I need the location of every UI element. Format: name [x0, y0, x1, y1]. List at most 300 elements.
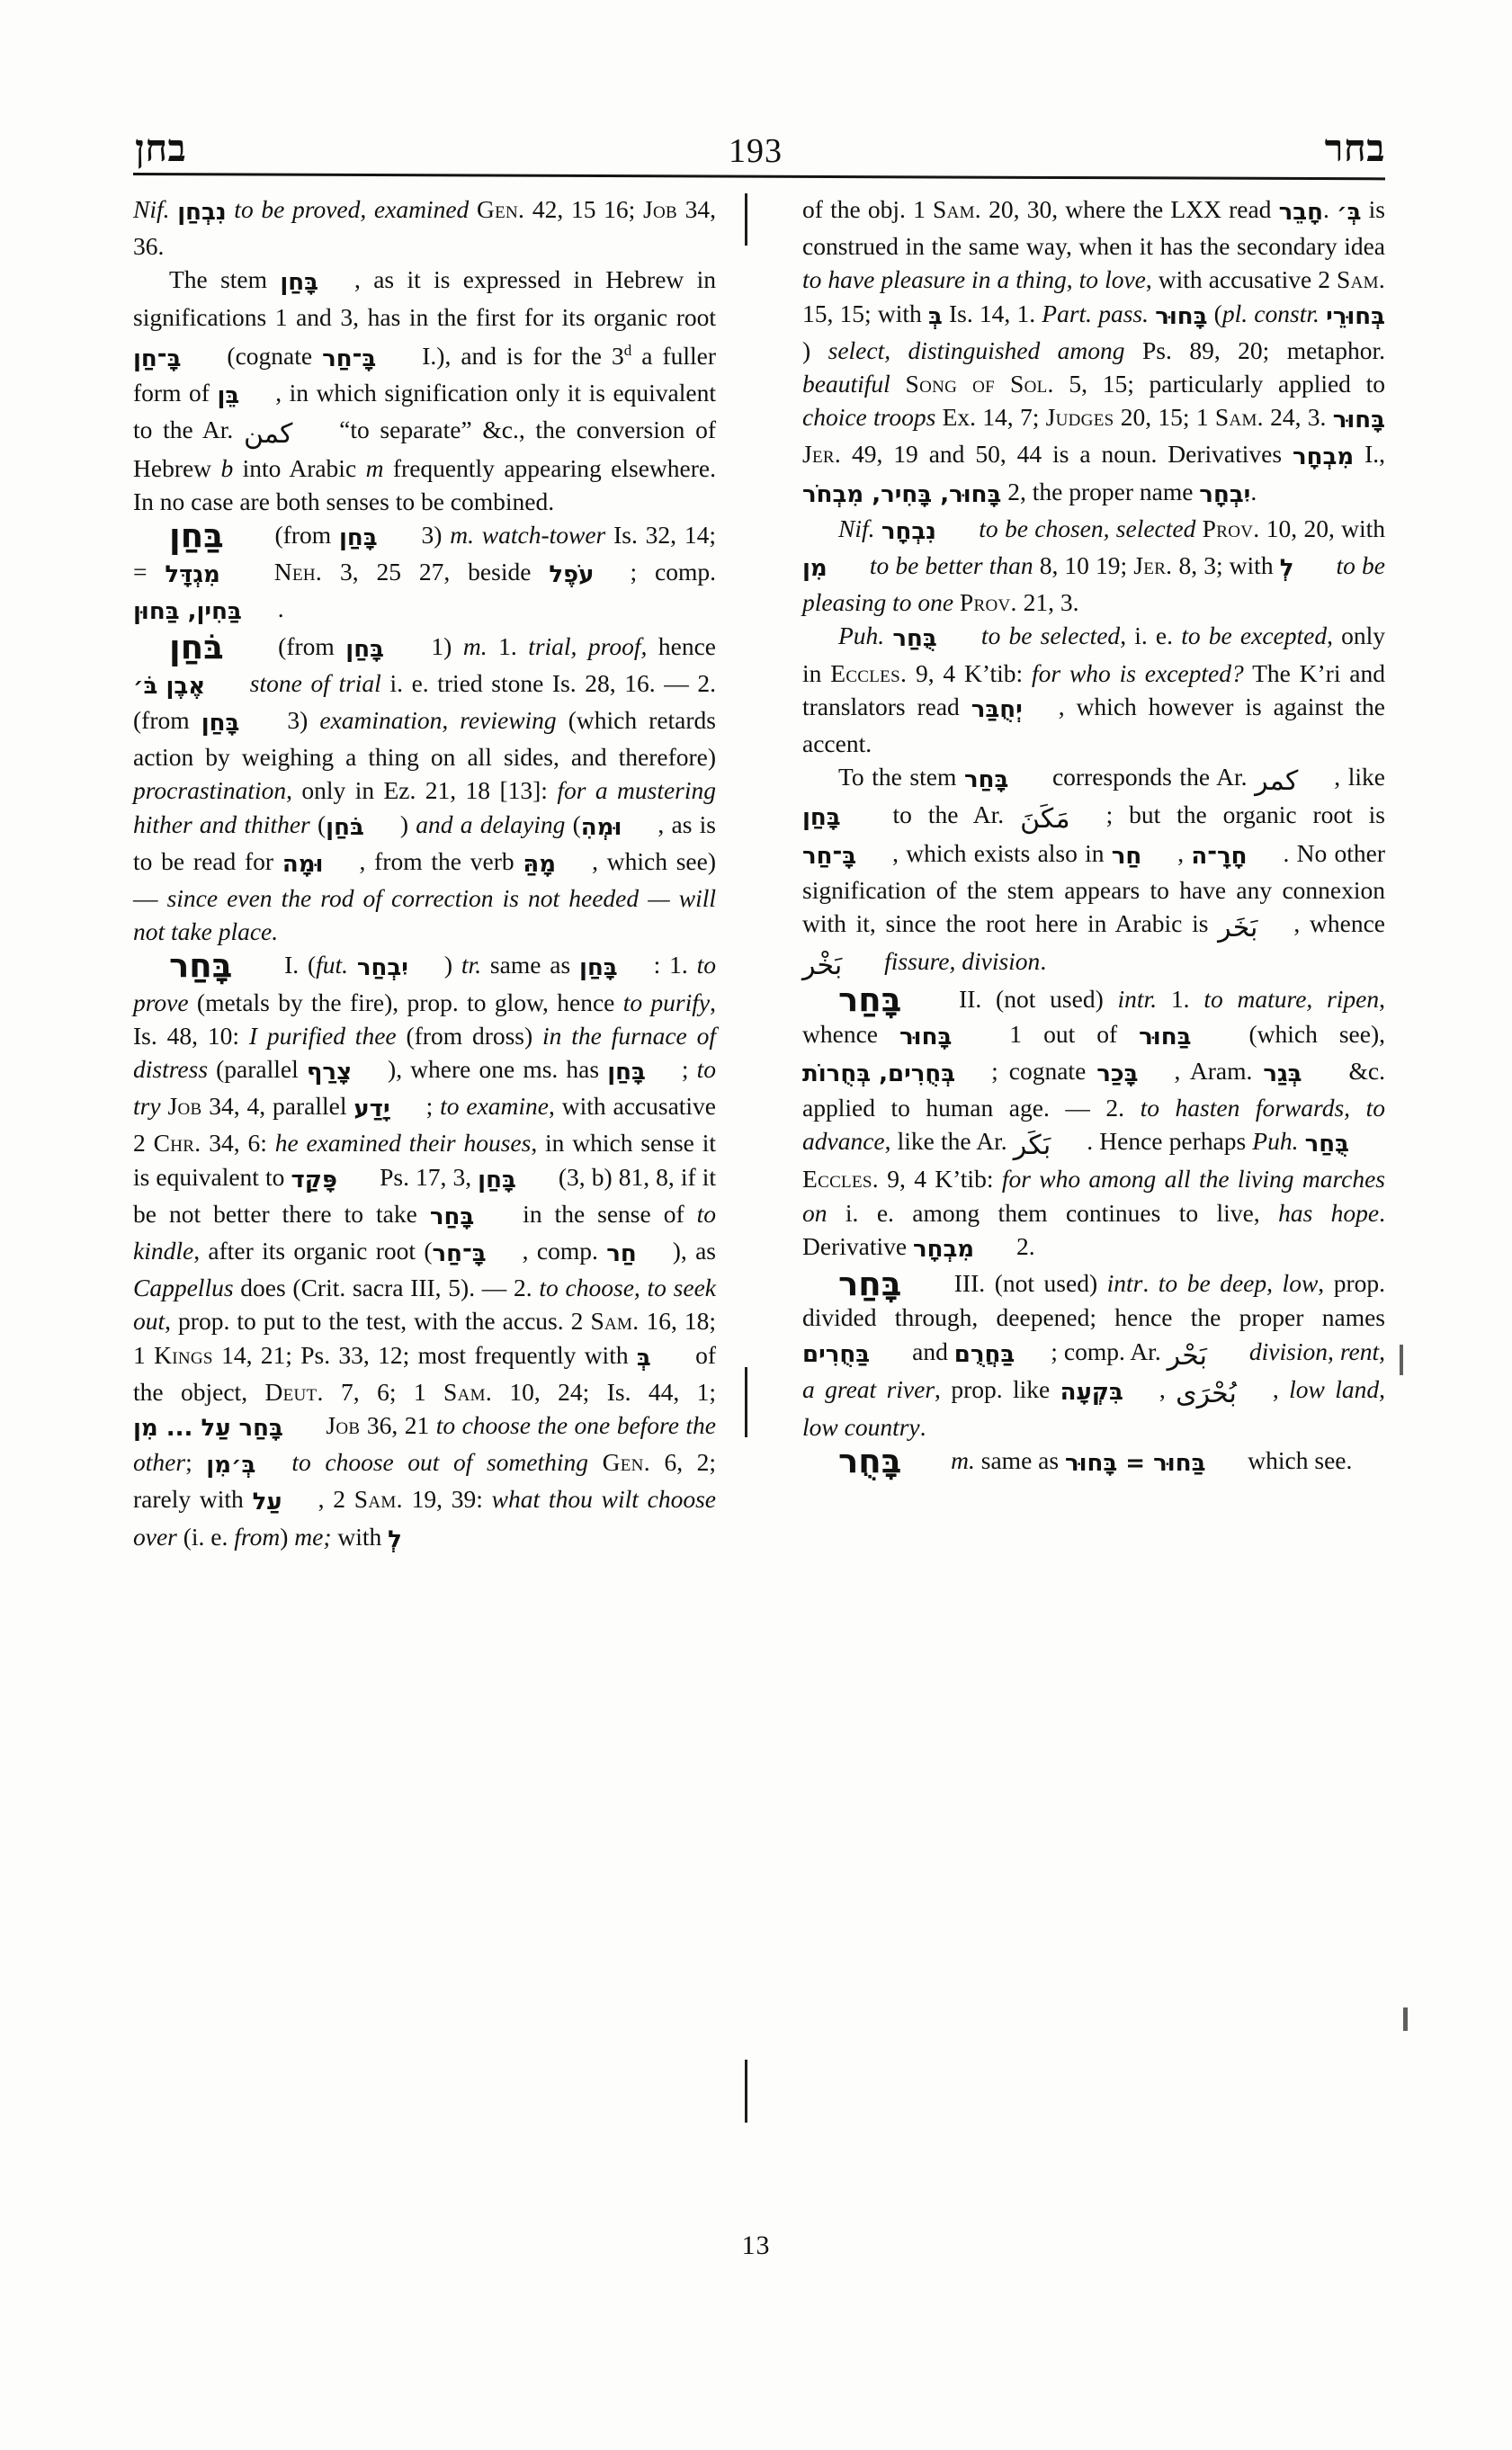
body-text: same as: [974, 1446, 1065, 1475]
gloss-text: to choose out of something: [291, 1448, 589, 1477]
hebrew-word: בָּחוּר, בָּחִיר, מִבְחֹר: [802, 480, 1002, 508]
body-text: (from: [266, 631, 346, 660]
body-text: 24, 3.: [1263, 403, 1333, 432]
hebrew-word: יִבְחַר: [356, 954, 408, 982]
body-text: ): [399, 809, 416, 838]
gloss-text: to kindle: [133, 1199, 716, 1265]
gloss-text: stone of trial: [241, 668, 381, 697]
body-text: .: [1142, 1269, 1159, 1298]
body-text: ; comp. Ar.: [1051, 1337, 1168, 1365]
gloss-text: to be selected: [972, 621, 1121, 650]
gloss-text: procrastination: [133, 776, 287, 805]
hebrew-word: מִגְדָּל: [165, 561, 220, 589]
body-text: The stem: [169, 265, 281, 294]
body-text: ; cognate: [991, 1056, 1097, 1085]
hebrew-word: בֹּחַן: [169, 627, 224, 666]
bible-reference: Deut.: [264, 1377, 324, 1406]
body-text: 8, 10 19;: [1033, 551, 1134, 580]
body-text: ,: [1177, 838, 1192, 867]
gloss-text: Puh.: [1252, 1127, 1299, 1156]
gloss-text: m. watch-tower: [450, 520, 606, 549]
body-text: , with accusative 2: [133, 1092, 717, 1158]
gloss-text: to purify: [622, 988, 711, 1016]
body-text: [875, 514, 881, 542]
body-text: Ps. 89, 20; metaphor.: [1124, 335, 1385, 364]
body-text: is construed in the same way, when it has the secondary idea: [802, 195, 1385, 261]
gloss-text: pl. constr.: [1221, 299, 1320, 327]
body-text: [588, 1448, 603, 1476]
body-text: 2, the proper name: [1001, 477, 1200, 505]
body-text: , which however is against the accent.: [802, 692, 1386, 758]
body-text: 49, 19 and 50, 44 is a noun. Derivatives: [841, 440, 1293, 469]
paragraph-nif-bachan: [133, 192, 716, 263]
sheet-signature: 13: [741, 2231, 771, 2260]
gloss-text: fissure, division: [884, 947, 1041, 976]
gloss-text: I purified thee: [248, 1021, 397, 1050]
body-text: ,: [1159, 1374, 1176, 1403]
paragraph-puh-bachar: [802, 619, 1385, 760]
gloss-text: division, rent, a great river: [802, 1337, 1385, 1403]
gloss-text: to be proved, examined: [226, 195, 477, 223]
gloss-text: fut.: [316, 951, 349, 979]
hebrew-word: בֻּחַר: [892, 625, 937, 653]
body-text: same as: [481, 951, 580, 979]
body-text: ;: [681, 1055, 697, 1084]
hebrew-word: יְחֻבַּר: [971, 695, 1023, 723]
hebrew-word: בִּקְעָה: [1060, 1378, 1123, 1406]
hebrew-word: וּמְהִ: [580, 813, 622, 841]
hebrew-word: עַל: [252, 1489, 282, 1516]
body-text: 19, 39:: [402, 1485, 492, 1514]
hebrew-word: בָּחַן: [345, 635, 384, 663]
arabic-word: بَخَر: [1218, 912, 1258, 944]
body-text: 10, 24; Is. 44, 1;: [492, 1377, 717, 1406]
body-text: 3, 25 27, beside: [322, 558, 550, 586]
body-text: Ps. 17, 3,: [373, 1162, 479, 1191]
hebrew-word: בָּכַר: [1096, 1060, 1139, 1087]
paragraph-stem-discussion: [133, 263, 716, 518]
running-head: [135, 103, 1385, 168]
body-text: into Arabic: [233, 453, 366, 482]
body-text: (cognate: [217, 341, 323, 370]
body-text: III. (not used): [944, 1269, 1107, 1298]
body-text: , in which sense it is equivalent to: [133, 1129, 716, 1191]
hebrew-word: בְּ׳מִן: [206, 1452, 256, 1480]
body-text: 1 out of: [988, 1019, 1140, 1048]
body-text: , only in: [802, 621, 1386, 687]
body-text: .: [277, 595, 284, 623]
body-text: , prop. divided through, deepened; hence the proper names: [802, 1269, 1385, 1332]
body-text: . Derivative: [802, 1198, 1385, 1260]
gloss-text: Nif.: [838, 514, 875, 542]
body-text: Is. 32, 14; =: [133, 520, 716, 586]
bible-reference: Eccles.: [830, 658, 908, 687]
body-text: does (Crit. sacra III, 5). — 2.: [233, 1274, 540, 1302]
body-text: Ex. 14, 7;: [935, 403, 1046, 432]
hebrew-word: יָדַע: [353, 1095, 390, 1123]
gloss-text: to choose, to seek out: [133, 1274, 716, 1336]
body-text: (from: [266, 520, 339, 549]
hebrew-word: בָּחַר: [169, 946, 233, 986]
gloss-text: me;: [294, 1522, 332, 1551]
hebrew-word: בָּחוּר: [1332, 407, 1385, 434]
gloss-text: for a mustering hither and thither: [133, 776, 717, 838]
body-text: ; but the organic root is: [1105, 800, 1385, 829]
body-text: 7, 6; 1: [323, 1377, 444, 1406]
paragraph-nif-bachar: [802, 512, 1385, 620]
body-text: [170, 195, 178, 223]
body-text: ;: [185, 1448, 207, 1477]
hebrew-word: בָּחֻר: [838, 1442, 902, 1481]
header-rule: [133, 173, 1385, 180]
bible-reference: Job: [326, 1411, 361, 1440]
gloss-text: select, distinguished among: [828, 335, 1125, 364]
hebrew-word: בָּחוּר: [1155, 302, 1208, 330]
body-text: 5, 15; particularly applied to: [1053, 370, 1386, 398]
body-text: 20, 30, where the LXX read: [980, 195, 1279, 223]
hebrew-word: חַר: [1111, 842, 1142, 870]
body-text: 34, 36.: [133, 195, 717, 261]
body-text: (: [1207, 299, 1222, 327]
hebrew-word: מִבְחָר: [912, 1235, 975, 1263]
bible-reference: Chr.: [153, 1129, 201, 1158]
gloss-text: trial, proof,: [528, 631, 648, 660]
column-container: [133, 192, 1385, 2225]
hebrew-word: בָּחַר עַל ... מִן: [133, 1415, 283, 1443]
gloss-text: m.: [462, 631, 488, 660]
arabic-word: بَحْر: [1167, 1339, 1207, 1372]
hebrew-word: לְ: [1279, 555, 1294, 583]
body-text: , comp.: [522, 1237, 607, 1265]
arabic-word: كمن: [243, 418, 293, 451]
arabic-word: بَخْر: [802, 950, 843, 982]
body-text: [1329, 551, 1336, 579]
hebrew-word: בֵּן: [217, 382, 240, 410]
bible-reference: Prov.: [1202, 514, 1260, 542]
paragraph-obj-continuation: [802, 192, 1385, 512]
gloss-text: to mature, ripen: [1203, 985, 1380, 1014]
bible-reference: Sam.: [353, 1485, 403, 1514]
body-text: [1149, 300, 1155, 327]
hebrew-word: פָּקַד: [291, 1166, 338, 1194]
body-text: [1298, 1127, 1304, 1155]
bible-reference: Prov.: [959, 588, 1017, 617]
body-text: , prop. like: [935, 1374, 1060, 1403]
hebrew-word: בְּחוּרֵי: [1326, 302, 1386, 330]
gloss-text: b: [220, 453, 234, 482]
body-text: 20, 15; 1: [1114, 403, 1215, 432]
body-text: 15, 15; with: [802, 299, 928, 327]
body-text: (: [309, 809, 327, 838]
body-text: , whence: [1293, 909, 1385, 938]
body-text: a fuller form of: [133, 341, 716, 407]
body-text: 1.: [487, 631, 529, 660]
body-text: (i. e.: [176, 1522, 235, 1551]
gloss-text: tr.: [461, 951, 482, 979]
body-text: 1.: [1157, 985, 1204, 1014]
bible-reference: Sam.: [1337, 265, 1385, 294]
body-text: [890, 370, 906, 398]
hebrew-word: בָּחַן: [280, 269, 319, 297]
body-text: , which see) —: [133, 846, 716, 913]
body-text: in the sense of: [510, 1199, 697, 1228]
body-text: 14, 21; Ps. 33, 12; most frequently with: [212, 1340, 637, 1369]
body-text: 10, 20, with: [1259, 514, 1386, 542]
hebrew-word: בֻּחַר: [1304, 1131, 1349, 1158]
hebrew-word: בָּחוּר: [899, 1023, 953, 1051]
bible-reference: Sam.: [1214, 403, 1264, 432]
gloss-text: m: [365, 453, 384, 482]
paragraph-bechar-noun: [802, 1444, 1385, 1480]
column-separator-bottom: [745, 2060, 747, 2123]
body-text: . Hence perhaps: [1087, 1127, 1253, 1156]
gloss-text: Cappellus: [133, 1274, 234, 1302]
body-text: II. (not used): [944, 985, 1118, 1014]
hebrew-word: בָּחַן: [607, 1059, 646, 1086]
bible-reference: Jer.: [802, 440, 842, 469]
hebrew-word: חָרָ־ה: [1191, 842, 1248, 870]
hebrew-word: חָבֵר: [1278, 199, 1323, 226]
hebrew-word: מָהַּ: [523, 850, 557, 878]
body-text: [953, 588, 960, 616]
hebrew-word: נִבְחָר: [881, 517, 936, 545]
hebrew-word: בַּחוּר: [1139, 1023, 1192, 1051]
paragraph-stem-bachar-ar: [802, 760, 1385, 982]
body-text: d: [623, 341, 632, 359]
running-head-left-headword: בחן: [135, 129, 187, 170]
body-text: ): [280, 1522, 295, 1551]
body-text: ,: [1272, 1374, 1290, 1403]
body-text: , with accusative 2: [1145, 265, 1338, 294]
hebrew-word: בַּחִין, בַּחוּן: [133, 598, 242, 626]
hebrew-word: בְּ: [927, 302, 943, 330]
bible-reference: Job: [167, 1092, 202, 1121]
body-text: [863, 551, 870, 579]
gloss-text: for who is excepted?: [1032, 658, 1244, 687]
scan-speck-1: [1400, 1345, 1403, 1375]
bible-reference: Gen.: [476, 195, 525, 223]
body-text: 34, 4, parallel: [201, 1092, 354, 1121]
column-separator-top: [745, 193, 747, 246]
gloss-text: to try: [133, 1055, 716, 1121]
body-text: (metals by the fire), prop. to glow, hence: [188, 988, 623, 1016]
gloss-text: what thou wilt choose over: [133, 1485, 717, 1551]
body-text: , as is to be read for: [133, 809, 716, 875]
bible-reference: Eccles.: [802, 1165, 879, 1194]
bible-reference: Sam.: [590, 1307, 640, 1336]
body-text: , i. e.: [1120, 621, 1182, 650]
body-text: i. e. tried stone Is. 28, 16. — 2. (from: [133, 668, 716, 734]
bible-reference: Neh.: [273, 558, 323, 586]
body-text: which see.: [1241, 1446, 1353, 1475]
body-text: of the object,: [133, 1340, 716, 1406]
gloss-text: to have pleasure in a thing: [802, 265, 1067, 294]
body-text: [256, 558, 274, 586]
hebrew-word: בְּחֻרִים, בְּחֻרוֹת: [802, 1060, 956, 1087]
body-text: ), as: [672, 1237, 716, 1265]
body-text: Is. 14, 1.: [942, 299, 1042, 327]
gloss-text: has hope: [1278, 1198, 1380, 1227]
gloss-text: to choose the one before the other: [133, 1411, 717, 1477]
body-text: The K’ri and translators read: [802, 658, 1386, 720]
body-text: (which retards action by weighing a thing on all sides, and therefore): [133, 706, 716, 772]
bible-reference: Kings: [154, 1340, 213, 1369]
gloss-text: beautiful: [802, 370, 890, 398]
gloss-text: from: [234, 1522, 281, 1551]
hebrew-word: יִבְחָר: [1199, 480, 1251, 508]
body-text: , like the Ar.: [884, 1127, 1014, 1156]
body-text: and: [906, 1337, 954, 1365]
body-text: ): [443, 951, 461, 979]
gloss-text: examination, reviewing: [319, 706, 557, 734]
body-text: [884, 621, 892, 649]
gloss-text: Puh.: [838, 621, 885, 650]
gloss-text: to be chosen, selected: [971, 514, 1196, 542]
arabic-word: كمر: [1255, 765, 1299, 798]
body-text: .: [919, 1412, 926, 1441]
hebrew-word: בַּחֲרֻם: [953, 1340, 1015, 1368]
hebrew-word: מִבְחָר: [1292, 443, 1355, 471]
body-text: (parallel: [208, 1055, 307, 1084]
right-column: [802, 192, 1385, 2225]
body-text: , as it is expressed in Hebrew in significations 1 and 3, has in the first for its organic root: [133, 265, 716, 331]
paragraph-bachar-II: [802, 982, 1385, 1266]
body-text: I.), and is for the 3: [412, 341, 624, 370]
hebrew-word: בְּגַר: [1263, 1060, 1302, 1087]
gloss-text: Nif.: [133, 195, 170, 223]
hebrew-word: בָּחַן: [201, 710, 240, 737]
hebrew-word: בָּחַר: [838, 1265, 902, 1304]
body-text: 42, 15 16;: [524, 195, 643, 223]
hebrew-word: בֹּחַן: [326, 813, 364, 841]
body-text: ; comp.: [630, 558, 716, 586]
hebrew-word: בַּחוּר = בָּחוּר: [1064, 1450, 1206, 1478]
body-text: [1195, 514, 1202, 542]
body-text: , 2: [318, 1485, 354, 1514]
body-text: &c. applied to human age. — 2.: [802, 1056, 1385, 1122]
bible-reference: Sam.: [443, 1377, 492, 1406]
gloss-text: in the furnace of distress: [133, 1021, 716, 1084]
arabic-word: مَكَنَ: [1020, 803, 1070, 836]
body-text: , prop. to put to the test, with the accus. 2: [165, 1307, 591, 1336]
hebrew-word: בָּחַן: [802, 804, 841, 832]
body-text: 2.: [1010, 1231, 1035, 1260]
arabic-word: بُحْرَى: [1176, 1377, 1237, 1409]
gloss-text: intr.: [1117, 985, 1158, 1014]
body-text: i. e. among them continues to live,: [827, 1198, 1279, 1227]
hebrew-word: חַר: [606, 1240, 637, 1268]
body-text: ;: [425, 1092, 441, 1121]
gloss-text: choice troops: [802, 403, 936, 432]
body-text: , in which signification only it is equivalent to the Ar.: [133, 379, 716, 444]
paragraph-bachan-watchtower: [133, 515, 716, 630]
hebrew-word: נִבְחַן: [177, 199, 227, 226]
body-text: .: [1250, 477, 1257, 505]
body-text: I.,: [1354, 440, 1385, 469]
body-text: ,: [1066, 265, 1079, 294]
gloss-text: to be pleasing to one: [802, 551, 1385, 617]
body-text: , after its organic root (: [193, 1237, 433, 1265]
body-text: .: [1040, 947, 1047, 976]
body-text: To the stem: [838, 763, 964, 791]
hebrew-word: בָּ־חַר: [802, 842, 857, 870]
body-text: corresponds the Ar.: [1044, 763, 1256, 791]
gloss-text: Part. pass.: [1042, 299, 1150, 327]
body-text: (which see),: [1227, 1019, 1385, 1048]
gloss-text: m.: [951, 1446, 975, 1475]
bible-reference: Judges: [1045, 403, 1114, 432]
running-head-right-headword: בחר: [1324, 129, 1385, 170]
body-text: (from dross): [396, 1021, 543, 1050]
body-text: (3, b) 81, 8, if it be not better there to take: [133, 1162, 716, 1228]
body-text: 8, 3; with: [1172, 551, 1280, 580]
body-text: . No other signification of the stem appears to have any connexion with it, since the root here in Arabic is: [802, 838, 1385, 938]
hebrew-word: מִן: [802, 555, 828, 583]
gloss-text: to hasten forwards, to advance: [802, 1094, 1385, 1156]
gloss-text: he examined their houses: [274, 1129, 532, 1158]
body-text: , only in Ez. 21, 18 [13]:: [286, 776, 558, 805]
paragraph-bachar-I: [133, 948, 716, 1556]
hebrew-word: בְּ׳: [1337, 199, 1362, 226]
body-text: 6, 2; rarely with: [133, 1448, 717, 1514]
column-separator-mid: [745, 1367, 747, 1437]
bible-reference: Jer.: [1133, 551, 1173, 580]
hebrew-word: בָּחַר: [429, 1203, 475, 1230]
hebrew-word: בָּחַן: [338, 523, 378, 551]
body-text: , like: [1334, 763, 1385, 791]
arabic-word: بَكَر: [1013, 1130, 1051, 1162]
body-text: ), where one ms. has: [388, 1055, 608, 1084]
body-text: [1243, 1337, 1249, 1365]
bible-reference: Job: [642, 195, 677, 223]
hebrew-word: בָּ־חַן: [133, 344, 182, 372]
body-text: , which exists also in: [892, 838, 1112, 867]
scan-speck-2: [1403, 2007, 1408, 2031]
body-text: 21, 3.: [1016, 588, 1079, 617]
body-text: frequently appearing elsewhere. In no case are both senses to be combined.: [133, 453, 716, 515]
body-text: 34, 6:: [201, 1129, 275, 1158]
body-text: 9, 4 K’tib:: [907, 658, 1033, 687]
hebrew-word: בַּחֻרִים: [802, 1340, 871, 1368]
hebrew-word: בָּחַן: [478, 1166, 516, 1194]
body-text: hence: [647, 631, 716, 660]
page-number: 193: [729, 132, 783, 170]
body-text: with: [331, 1522, 389, 1551]
body-text: 3): [413, 520, 451, 549]
body-text: , from the verb: [359, 846, 523, 875]
body-text: “to separate” &c., the conversion of Hebrew: [133, 416, 716, 482]
gloss-text: to be deep, low: [1158, 1269, 1319, 1298]
body-text: 1): [419, 631, 463, 660]
gloss-text: low land, low country: [802, 1374, 1386, 1441]
gloss-text: to be better than: [869, 551, 1033, 580]
body-text: 3): [275, 706, 320, 734]
gloss-text: to be excepted: [1181, 621, 1328, 650]
hebrew-word: בְּ: [636, 1344, 651, 1372]
hebrew-word: בַּחַן: [169, 515, 224, 555]
hebrew-word: בָּחַר: [963, 766, 1009, 794]
body-text: (: [565, 809, 581, 838]
paragraph-bochan-trial: [133, 627, 717, 949]
body-text: , Aram.: [1174, 1056, 1264, 1085]
hebrew-word: עֹפֶל: [549, 561, 595, 589]
hebrew-word: צָרַף: [306, 1059, 353, 1086]
hebrew-word: לְ: [388, 1525, 402, 1553]
body-text: [348, 951, 357, 979]
gloss-text: to love: [1078, 265, 1146, 294]
gloss-text: and a delaying: [416, 809, 566, 838]
body-text: , whence: [802, 985, 1386, 1048]
